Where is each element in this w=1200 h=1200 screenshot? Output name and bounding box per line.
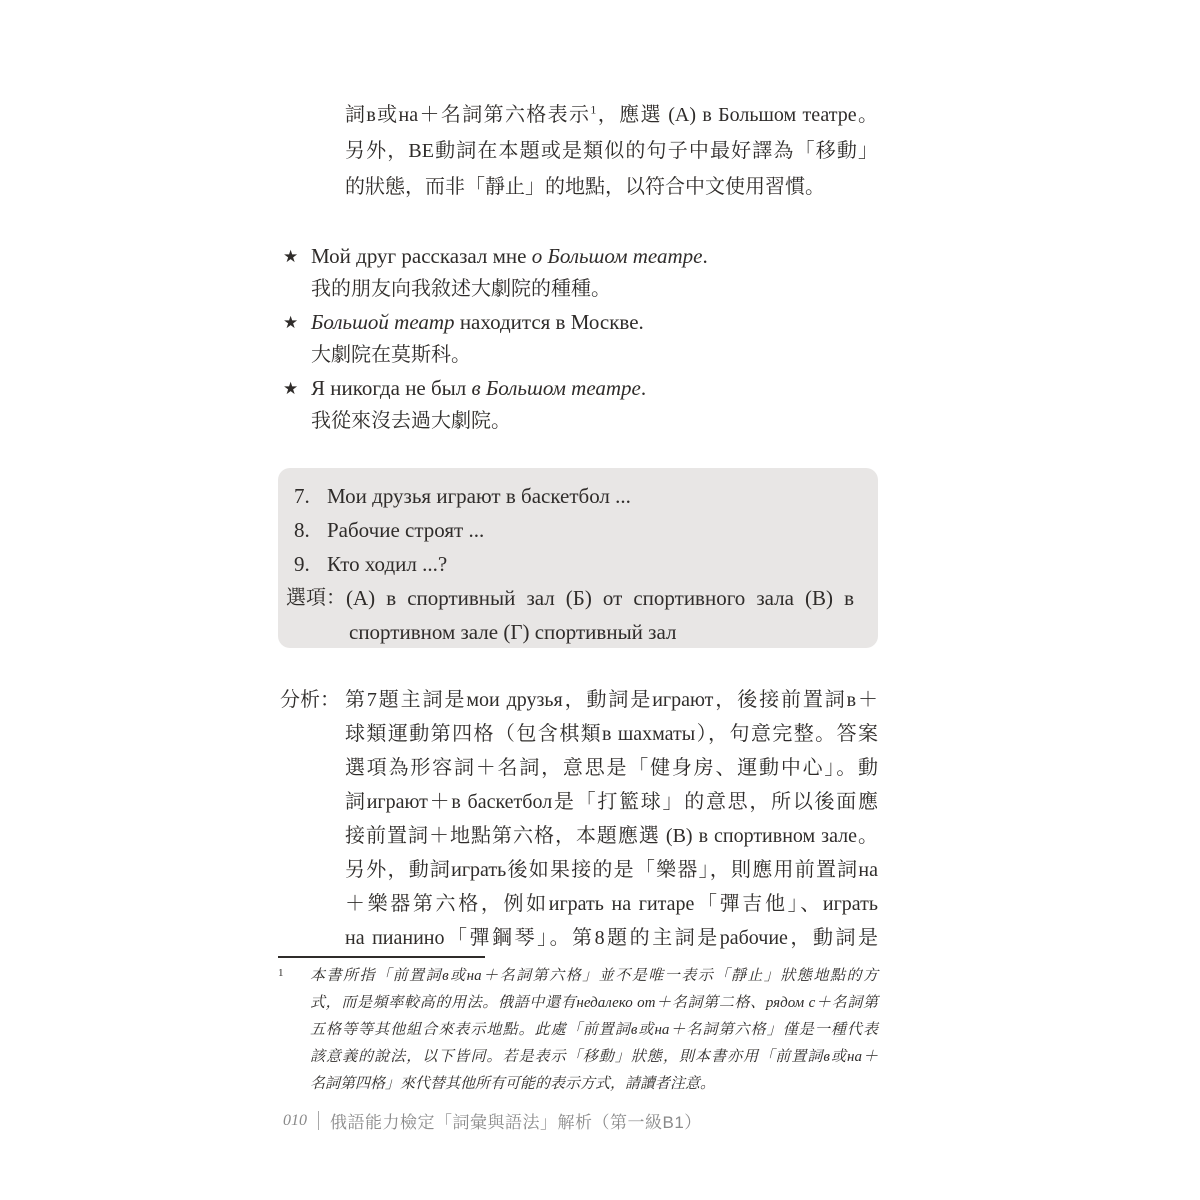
question-item <box>294 547 854 581</box>
question-number: 9. <box>294 552 310 576</box>
question-item <box>294 513 854 547</box>
example-item <box>283 240 878 306</box>
question-text: Кто ходил ...? <box>327 552 448 576</box>
options-label: 選項： <box>286 587 346 609</box>
text-line: 球類運動第四格（包含棋類в шахматы），句意完整。答案 <box>345 723 878 745</box>
footnote-line: 本書所指「前置詞в或на＋名詞第六格」並不是唯一表示「靜止」狀態地點的方 <box>310 968 878 984</box>
question-number: 7. <box>294 484 310 508</box>
example-translation: 大劇院在莫斯科。 <box>311 344 471 366</box>
example-translation: 我的朋友向我敘述大劇院的種種。 <box>311 278 611 300</box>
star-bullet-icon: ★ <box>283 379 299 398</box>
footnote-line: 該意義的說法，以下皆同。若是表示「移動」狀態，則本書亦用「前置詞в或на＋ <box>310 1049 878 1065</box>
question-box <box>278 468 878 648</box>
footnote-rule <box>278 956 485 958</box>
russian-sentence: Большой театр находится в Москве. <box>311 310 644 334</box>
page-footer <box>283 1108 702 1133</box>
question-item <box>294 479 854 513</box>
footnote-marker: 1 <box>278 967 284 979</box>
example-item <box>283 372 878 438</box>
question-text: Рабочие строят ... <box>327 518 485 542</box>
footnote-line: 式，而是頻率較高的用法。俄語中還有недалеко от＋名詞第二格、рядом с＋名詞第 <box>310 995 878 1011</box>
text-line: ＋樂器第六格，例如играть на гитаре「彈吉他」、играть <box>345 893 878 915</box>
russian-sentence: Я никогда не был в Большом театре. <box>311 376 647 400</box>
text-line: 的狀態，而非「靜止」的地點，以符合中文使用習慣。 <box>345 176 825 198</box>
example-translation: 我從來沒去過大劇院。 <box>311 410 511 432</box>
footnote-body <box>310 963 878 1098</box>
text-line: 第7題主詞是мои друзья，動詞是играют，後接前置詞в＋ <box>345 689 878 711</box>
text-line: 詞играют＋в баскетбол是「打籃球」的意思，所以後面應 <box>345 791 878 813</box>
text-line: 另外，動詞играть後如果接的是「樂器」，則應用前置詞на <box>345 859 878 881</box>
example-list <box>283 240 878 438</box>
russian-sentence: Мой друг рассказал мне о Большом театре. <box>311 244 708 268</box>
example-russian <box>283 306 878 339</box>
intro-paragraph <box>345 97 878 205</box>
example-item <box>283 306 878 372</box>
options-line: (А) в спортивный зал (Б) от спортивного зала (В) в <box>346 586 854 610</box>
example-russian <box>283 372 878 405</box>
text-line: 另外，BE動詞在本題或是類似的句子中最好譯為「移動」 <box>345 140 878 162</box>
text-line: 接前置詞＋地點第六格，本題應選 (В) в спортивном зале。 <box>345 825 878 847</box>
text-line: на пианино「彈鋼琴」。第8題的主詞是рабочие，動詞是 <box>345 927 878 949</box>
analysis-label: 分析： <box>280 689 340 711</box>
options-line: спортивном зале (Г) спортивный зал <box>349 620 677 644</box>
footer-divider <box>318 1111 319 1130</box>
footnote-line: 五格等等其他組合來表示地點。此處「前置詞в或на＋名詞第六格」僅是一種代表 <box>310 1022 878 1038</box>
page-number: 010 <box>283 1111 307 1129</box>
analysis-body <box>345 683 878 955</box>
star-bullet-icon: ★ <box>283 313 299 332</box>
footnote-section <box>278 956 878 1098</box>
options-row <box>286 581 854 615</box>
question-number: 8. <box>294 518 310 542</box>
analysis-section <box>280 683 878 955</box>
text-line: 選項為形容詞＋名詞，意思是「健身房、運動中心」。動 <box>345 757 878 779</box>
footnote-line: 名詞第四格」來代替其他所有可能的表示方式，請讀者注意。 <box>310 1076 716 1092</box>
example-russian <box>283 240 878 273</box>
star-bullet-icon: ★ <box>283 247 299 266</box>
text-line: 詞в或на＋名詞第六格表示$^1$，應選 (A) в Большом театре。 <box>345 102 878 126</box>
question-text: Мои друзья играют в баскетбол ... <box>327 484 631 508</box>
book-title: 俄語能力檢定「詞彙與語法」解析（第一級B1） <box>330 1113 702 1132</box>
